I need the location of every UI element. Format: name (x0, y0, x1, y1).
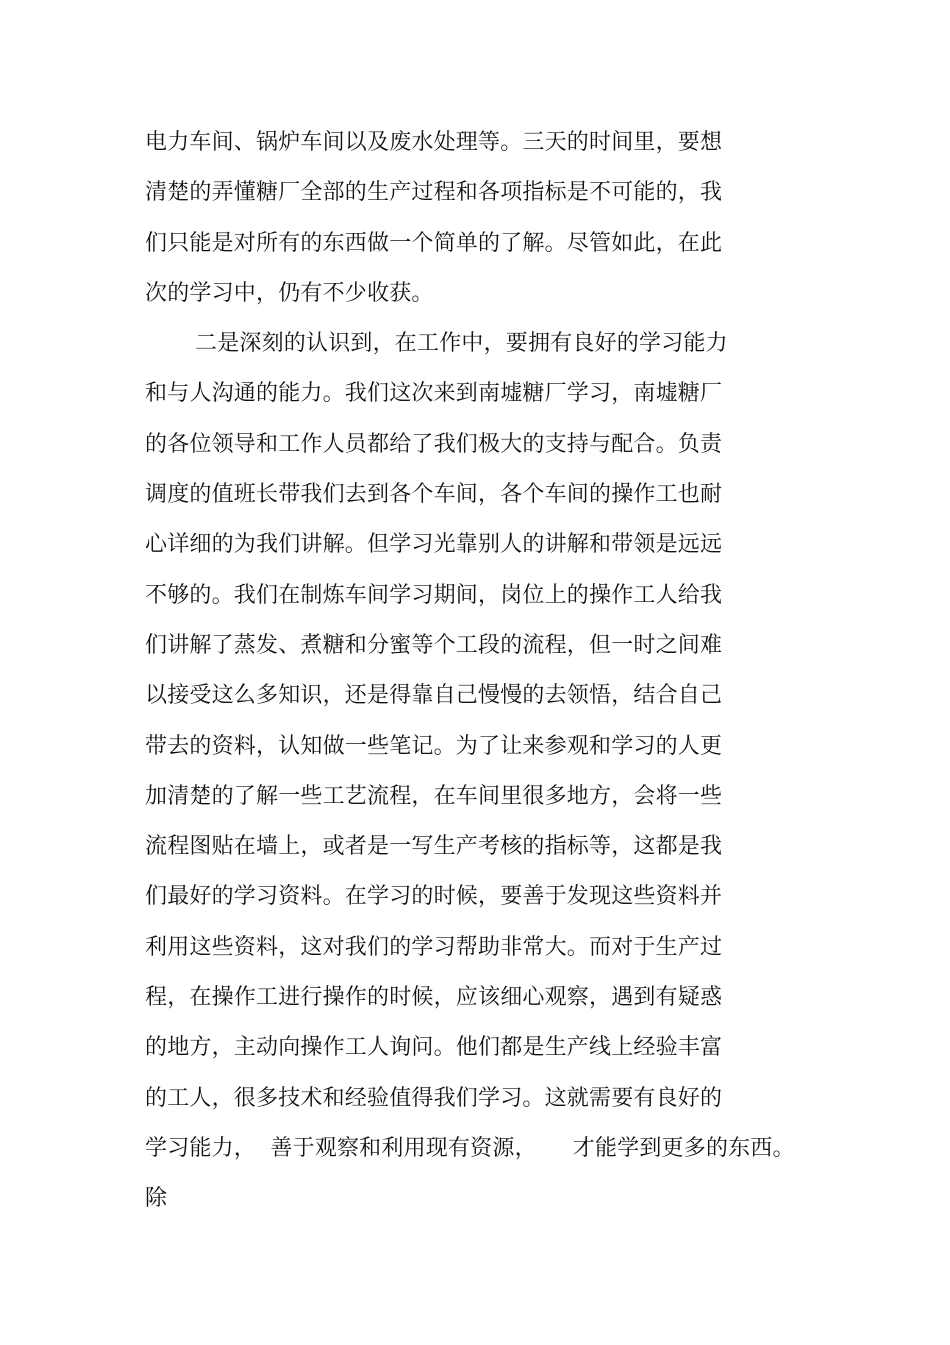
text-line: 们讲解了蒸发、煮糖和分蜜等个工段的流程，但一时之间难 (145, 632, 723, 658)
text-line: 的地方，主动向操作工人询问。他们都是生产线上经验丰富 (145, 1035, 723, 1061)
text-line: 的各位领导和工作人员都给了我们极大的支持与配合。负责 (145, 431, 723, 457)
text-line: 程，在操作工进行操作的时候，应该细心观察，遇到有疑惑 (145, 985, 723, 1011)
text-line: 调度的值班长带我们去到各个车间，各个车间的操作工也耐 (145, 482, 723, 508)
text-line: 们最好的学习资料。在学习的时候，要善于发现这些资料并 (145, 884, 723, 910)
text-line: 流程图贴在墙上，或者是一写生产考核的指标等，这都是我 (145, 834, 723, 860)
paragraph-first-line: 二是深刻的认识到，在工作中，要拥有良好的学习能力 (195, 331, 728, 357)
text-line: 利用这些资料，这对我们的学习帮助非常大。而对于生产过 (145, 934, 723, 960)
text-line: 以接受这么多知识，还是得靠自己慢慢的去领悟，结合自己 (145, 683, 723, 709)
text-line: 电力车间、锅炉车间以及废水处理等。三天的时间里，要想 (145, 130, 723, 155)
text-line: 带去的资料，认知做一些笔记。为了让来参观和学习的人更 (145, 733, 723, 759)
text-line: 不够的。我们在制炼车间学习期间，岗位上的操作工人给我 (145, 582, 723, 608)
text-line: 的工人，很多技术和经验值得我们学习。这就需要有良好的 (145, 1085, 723, 1111)
text-line: 学习能力， 善于观察和利用现有资源， 才能学到更多的东西。 (145, 1135, 795, 1161)
body-text (145, 118, 805, 1225)
text-line: 清楚的弄懂糖厂全部的生产过程和各项指标是不可能的，我 (145, 180, 723, 206)
text-line: 加清楚的了解一些工艺流程，在车间里很多地方，会将一些 (145, 783, 723, 809)
text-line: 心详细的为我们讲解。但学习光靠别人的讲解和带领是远远 (145, 532, 723, 558)
text-line: 和与人沟通的能力。我们这次来到南墟糖厂学习，南墟糖厂 (145, 381, 723, 407)
text-line: 次的学习中，仍有不少收获。 (145, 280, 434, 306)
text-line: 们只能是对所有的东西做一个简单的了解。尽管如此，在此 (145, 230, 723, 256)
text-line: 除 (145, 1186, 168, 1212)
